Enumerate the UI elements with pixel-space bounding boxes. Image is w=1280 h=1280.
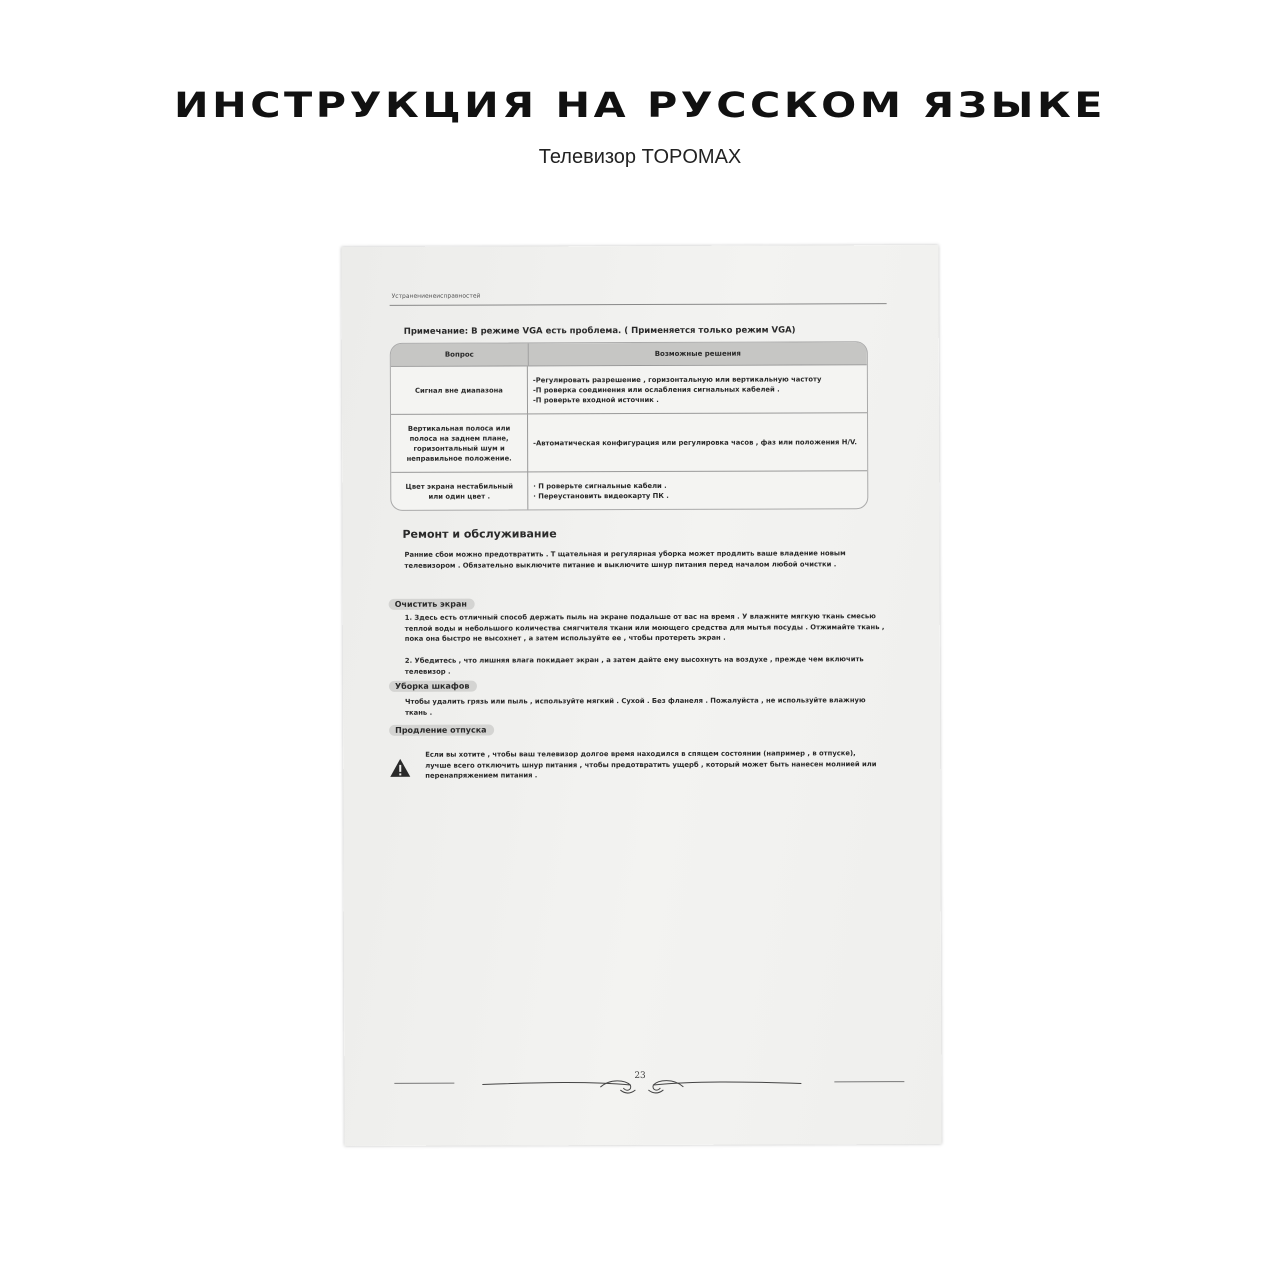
table-header-solutions: Возможные решения [529, 342, 867, 365]
table-row [391, 470, 867, 511]
table-header-question: Вопрос [391, 343, 529, 365]
solution-line: -Автоматическая конфигурация или регулировка часов , фаз или положения H/V. [533, 438, 857, 448]
page-number: 23 [634, 1070, 646, 1082]
page-subtitle: Телевизор TOPOMAX [538, 146, 742, 168]
cabinet-paragraph: Чтобы удалить грязь или пыль , используйте мягкий . Сухой . Без фланеля . Пожалуйста , не используйте влажную ткань . [405, 696, 866, 717]
intro-paragraph: Ранние сбои можно предотвратить . Т щательная и регулярная уборка может продлить ваше владение новым телевизором . Обязательно выключите питание и выключите шнур питания перед началом любой очистки . [404, 549, 846, 570]
clean-screen-heading: Очистить экран [389, 599, 475, 610]
solution-line: -П роверка соединения или ослабления сигнальных кабелей . [532, 385, 780, 395]
page-title: ИНСТРУКЦИЯ НА РУССКОМ ЯЗЫКЕ [173, 86, 1107, 126]
solution-line: -Регулировать разрешение , горизонтальную или вертикальную частоту [532, 375, 822, 385]
vga-note: Примечание: В режиме VGA есть проблема. ( Применяется только режим VGA) [403, 325, 796, 337]
vacation-heading: Продление отпуска [389, 725, 494, 736]
solution-line: · П роверьте сигнальные кабели . [533, 481, 667, 491]
table-cell-question: Сигнал вне диапазона [391, 366, 528, 414]
troubleshooting-table [390, 341, 869, 511]
table-row [391, 364, 867, 415]
table-cell-question: Вертикальная полоса или полоса на заднем плане, горизонтальный шум и неправильное положение. [391, 414, 528, 472]
table-cell-solutions [533, 471, 865, 510]
cabinet-heading: Уборка шкафов [389, 681, 477, 692]
running-header: Устранениенеисправностей [391, 292, 481, 300]
table-row [391, 412, 867, 473]
header-rule [390, 303, 887, 306]
solution-line: -П роверьте входной источник . [532, 396, 659, 405]
clean-screen-step-1: 1. Здесь есть отличный способ держать пыль на экране подальше от вас на время . У влажните мягкую ткань смесью теплой воды и небольшого количества смягчителя ткани или моющего средства для мытья посуды . Отжимайте ткань , пока она быстро не высохнет , а затем используйте ее , чтобы протереть экран . [404, 612, 885, 643]
solution-line: · Переустановить видеокарту ПК . [533, 491, 669, 501]
clean-screen-step-2: 2. Убедитесь , что лишняя влага покидает экран , а затем дайте ему высохнуть на воздухе , прежде чем включить телевизор . [404, 655, 864, 676]
warning-icon [389, 758, 411, 778]
section-title: Ремонт и обслуживание [402, 527, 557, 541]
table-cell-question: Цвет экрана нестабильный или один цвет . [391, 472, 528, 510]
table-cell-solutions [533, 413, 865, 472]
vacation-paragraph: Если вы хотите , чтобы ваш телевизор долгое время находился в спящем состоянии (например , в отпуске), лучше всего отключить шнур питания , чтобы предотвратить ущерб , который может быть нанесен молнией или перенапряжением питания . [425, 749, 877, 780]
table-cell-solutions [533, 365, 865, 414]
manual-page [341, 245, 941, 1146]
footer-rule-left [394, 1083, 454, 1084]
footer-rule-right [834, 1081, 904, 1082]
